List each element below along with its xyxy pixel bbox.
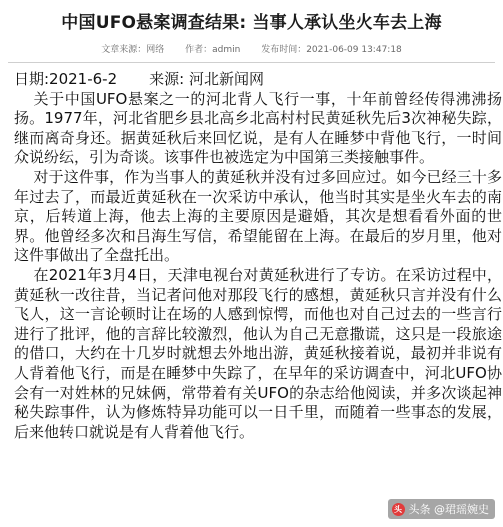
watermark-text: 头条 @珺瑶婉史	[408, 503, 489, 516]
article-paragraph-1: 关于中国UFO悬案之一的河北背人飞行一事，十年前曾经传得沸沸扬扬。1977年，河北省肥乡县北高乡北高村村民黄延秋先后3次神秘失踪，继而离奇身还。据黄延秋后来回忆说，是有人在睡梦中背他飞行，一时间众说纷纭，引为奇谈。该事件也被选定为中国第三类接触事件。	[14, 89, 502, 167]
article-body	[14, 70, 502, 442]
article-paragraph-2: 对于这件事，作为当事人的黄延秋并没有过多回应过。如今已经三十多年过去了，而最近黄延秋在一次采访中承认，他当时其实是坐火车去的南京，后转道上海，他去上海的主要原因是避婚，其次是想看看外面的世界。他曾经多次和吕海生写信，希望能留在上海。在最后的岁月里，他对这件事做出了全盘托出。	[14, 167, 502, 265]
meta-published: 发布时间：2021-06-09 13:47:18	[261, 45, 402, 55]
meta-author: 作者：admin	[185, 45, 241, 55]
article-title: 中国UFO悬案调查结果: 当事人承认坐火车去上海	[61, 13, 442, 33]
header-divider	[8, 62, 495, 63]
watermark	[388, 499, 496, 519]
article-dateline	[14, 70, 502, 90]
article-paragraph-3: 在2021年3月4日，天津电视台对黄延秋进行了专访。在采访过程中，黄延秋一改往昔，当记者问他对那段飞行的感想，黄延秋只言并没有什么飞人，这一言论顿时让在场的人感到惊愕，而他也对自己过去的一些言行进行了批评，他的言辞比较激烈，他认为自己无意撒谎，这只是一段旅途的借口，大约在十几岁时就想去外地出游，黄延秋接着说，最初并非说有人背着他飞行，而是在睡梦中失踪了，在早年的采访调查中，河北UFO协会有一对姓林的兄妹俩，常带着有关UFO的杂志给他阅读，并多次谈起神秘失踪事件，认为修炼特异功能可以一日千里，而随着一些事态的发展，后来他转口就说是有人背着他飞行。	[14, 265, 502, 441]
meta-source: 文章来源：网络	[101, 45, 165, 55]
article-source: 来源: 河北新闻网	[149, 70, 264, 88]
article-date: 日期:2021-6-2	[14, 70, 118, 88]
article-meta	[0, 42, 503, 55]
toutiao-icon: 头	[392, 503, 405, 516]
